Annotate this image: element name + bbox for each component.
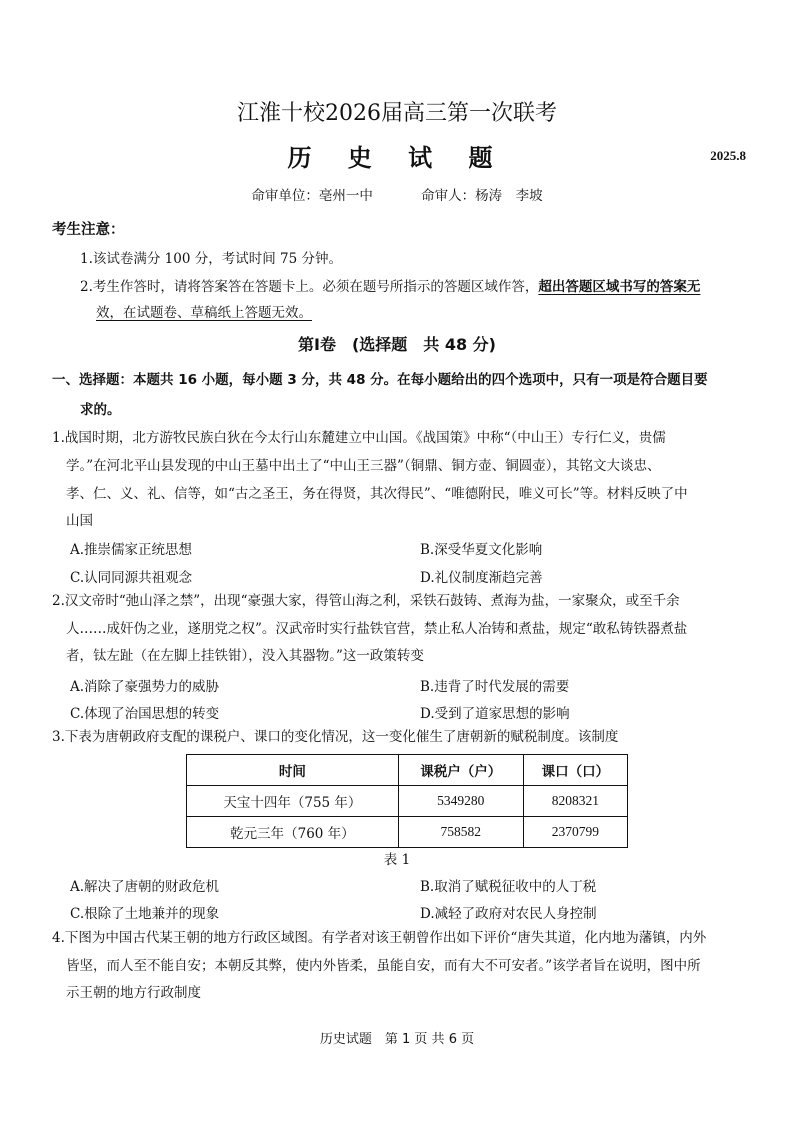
q1-line-4: 山国 xyxy=(66,513,93,529)
table-cell: 2370799 xyxy=(523,817,627,848)
table-cell: 758582 xyxy=(398,817,523,848)
table-row xyxy=(187,786,628,817)
q3-option-d: D.减轻了政府对农民人身控制 xyxy=(420,906,597,922)
q2-option-d: D.受到了道家思想的影响 xyxy=(420,706,570,722)
q3-option-a: A.解决了唐朝的财政危机 xyxy=(70,879,220,895)
q2-option-c: C.体现了治国思想的转变 xyxy=(70,706,220,722)
table-cell: 5349280 xyxy=(398,786,523,817)
subject-title: 历 史 试 题 xyxy=(287,143,507,172)
q1-option-a: A.推崇儒家正统思想 xyxy=(70,542,193,558)
part-instruction-line-1: 一、选择题：本题共 16 小题，每小题 3 分，共 48 分。在每小题给出的四个选项中，只有一项是符合题目要 xyxy=(52,372,708,388)
q1-option-d: D.礼仪制度渐趋完善 xyxy=(420,570,543,586)
q1-option-c: C.认同同源共祖观念 xyxy=(70,570,193,586)
exam-title: 江淮十校2026届高三第一次联考 xyxy=(237,101,557,126)
q3-option-c: C.根除了土地兼并的现象 xyxy=(70,906,220,922)
table-header-cell: 时间 xyxy=(187,755,399,786)
q3-line-1: 3.下表为唐朝政府支配的课税户、课口的变化情况，这一变化催生了唐朝新的赋税制度。该制度 xyxy=(52,729,619,745)
q4-line-2: 皆坚，而人至不能自安；本朝反其弊，使内外皆柔，虽能自安，而有大不可安者。”该学者旨在说明，图中所 xyxy=(66,958,701,974)
reviewers: 命审人：杨涛 李坡 xyxy=(421,188,543,204)
notice-item-2-line-1 xyxy=(80,278,700,296)
q1-line-2: 学。”在河北平山县发现的中山王墓中出土了“中山王三器”（铜鼎、铜方壶、铜圆壶），其铭文大谈忠、 xyxy=(66,458,661,474)
q2-line-3: 者，钛左趾（在左脚上挂铁钳），没入其器物。”这一政策转变 xyxy=(66,648,424,664)
authors-line xyxy=(0,184,794,204)
compiling-unit: 命审单位：亳州一中 xyxy=(251,188,373,204)
table-cell: 天宝十四年（755 年） xyxy=(187,786,399,817)
notice-heading: 考生注意： xyxy=(52,222,125,238)
table-cell: 乾元三年（760 年） xyxy=(187,817,399,848)
table-caption: 表 1 xyxy=(383,852,411,868)
tax-table xyxy=(186,754,628,848)
notice-item-2-emphasis: 超出答题区域书写的答案无 xyxy=(538,279,701,295)
table-row xyxy=(187,817,628,848)
q2-option-b: B.违背了时代发展的需要 xyxy=(420,679,570,695)
table-header-row xyxy=(187,755,628,786)
q2-option-a: A.消除了豪强势力的威胁 xyxy=(70,679,220,695)
q1-line-1: 1.战国时期，北方游牧民族白狄在今太行山东麓建立中山国。《战国策》中称“（中山王）专行仁义，贵儒 xyxy=(52,430,666,446)
q2-line-1: 2.汉文帝时“弛山泽之禁”，出现“豪强大家，得管山海之利，采铁石鼓铸、煮海为盐，一家聚众，或至千余 xyxy=(52,593,680,609)
q3-option-b: B.取消了赋税征收中的人丁税 xyxy=(420,879,597,895)
exam-date: 2025.8 xyxy=(710,148,746,163)
section-title: 第Ⅰ卷 (选择题 共 48 分) xyxy=(298,335,496,354)
table-header-cell: 课口（口） xyxy=(523,755,627,786)
table-cell: 8208321 xyxy=(523,786,627,817)
notice-item-2-text: 2.考生作答时，请将答案答在答题卡上。必须在题号所指示的答题区域作答， xyxy=(80,279,539,295)
q2-line-2: 人……成奸伪之业，遂朋党之权”。汉武帝时实行盐铁官营，禁止私人冶铸和煮盐，规定“敢私铸铁器煮盐 xyxy=(66,621,688,637)
notice-item-2-emphasis-cont: 效，在试题卷、草稿纸上答题无效。 xyxy=(96,305,312,321)
notice-item-2-line-2 xyxy=(96,304,312,322)
q4-line-1: 4.下图为中国古代某王朝的地方行政区域图。有学者对该王朝曾作出如下评价“唐失其道，化内地为藩镇，内外 xyxy=(52,930,707,946)
q1-option-b: B.深受华夏文化影响 xyxy=(420,542,543,558)
q1-line-3: 孝、仁、义、礼、信等，如“古之圣王，务在得贤，其次得民”、“唯德附民，唯义可长”等。材料反映了中 xyxy=(66,486,688,502)
notice-item-1: 1.该试卷满分 100 分，考试时间 75 分钟。 xyxy=(80,251,342,267)
part-instruction-line-2: 求的。 xyxy=(80,402,121,418)
page-footer: 历史试题 第 1 页 共 6 页 xyxy=(319,1032,475,1047)
q4-line-3: 示王朝的地方行政制度 xyxy=(66,985,201,1001)
table-header-cell: 课税户（户） xyxy=(398,755,523,786)
